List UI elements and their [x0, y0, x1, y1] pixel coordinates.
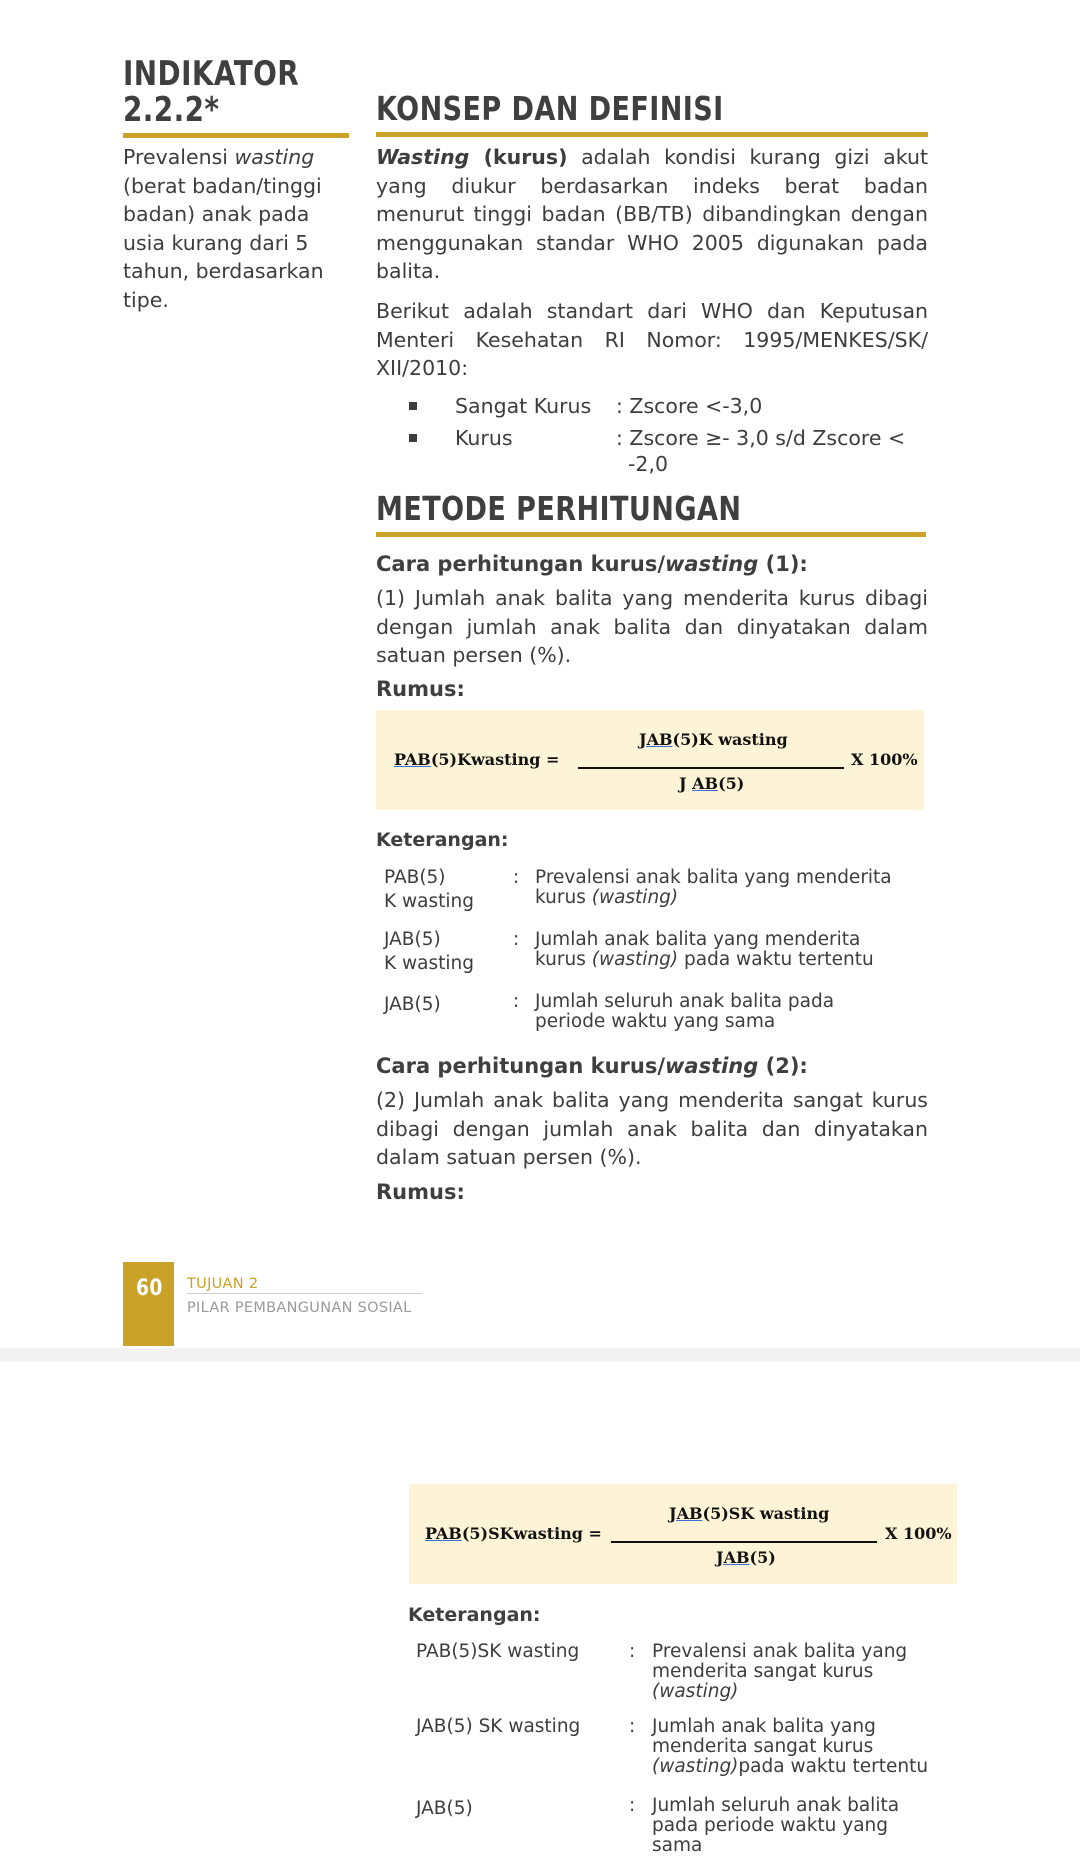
- metode-subheading-2: Cara perhitungan kurus/wasting (2):: [376, 1054, 808, 1078]
- keterangan-row: JAB(5) : Jumlah seluruh anak balita pada periode waktu yang sama: [384, 991, 835, 1032]
- indicator-description: Prevalensi wasting (berat badan/tinggi badan) anak pada usia kurang dari 5 tahun, berdasarkan tipe.: [123, 145, 324, 312]
- formula-1-numerator: JAB(5)K wasting: [639, 730, 788, 749]
- keterangan-row: JAB(5) : Jumlah seluruh anak balita pada periode waktu yang sama: [416, 1795, 900, 1856]
- keterangan-title-2: Keterangan:: [408, 1604, 541, 1626]
- formula-1-denominator: J AB(5): [679, 774, 745, 793]
- formula-box-2: [409, 1484, 957, 1584]
- konsep-paragraph-2: Berikut adalah standart dari WHO dan Keputusan Menteri Kesehatan RI Nomor: 1995/MENKES/SK/ XII/2010:: [376, 299, 928, 380]
- indicator-title: [123, 56, 299, 128]
- keterangan-row: JAB(5) K wasting : Jumlah anak balita yang menderita kurus (wasting) pada waktu tertentu: [384, 929, 874, 974]
- metode-heading: METODE PERHITUNGAN: [376, 489, 742, 528]
- formula-2-multiplier: X 100%: [885, 1524, 952, 1543]
- formula-2-lhs: PAB(5)SKwasting =: [425, 1524, 602, 1543]
- keterangan-title-1: Keterangan:: [376, 829, 509, 851]
- keterangan-row: PAB(5)SK wasting : Prevalensi anak balita yang menderita sangat kurus (wasting): [416, 1641, 908, 1702]
- bullet-square-icon: [409, 434, 417, 442]
- formula-2-denominator: JAB(5): [716, 1548, 776, 1567]
- page-number: 60: [136, 1276, 163, 1301]
- formula-1-lhs: PAB(5)Kwasting =: [394, 750, 560, 769]
- formula-1-multiplier: X 100%: [851, 750, 918, 769]
- formula-box-1: [376, 710, 924, 810]
- formula-2-fraction-line: [611, 1541, 877, 1543]
- indicator-title-line1: INDIKATOR: [123, 54, 300, 94]
- indicator-rule: [123, 133, 349, 138]
- indicator-title-line2: 2.2.2*: [123, 90, 220, 130]
- keterangan-row: JAB(5) SK wasting : Jumlah anak balita yang menderita sangat kurus (wasting)pada waktu tertentu: [416, 1716, 929, 1777]
- rumus-label-2: Rumus:: [376, 1180, 465, 1204]
- rumus-label-1: Rumus:: [376, 677, 465, 701]
- konsep-paragraph-1: Wasting (kurus) adalah kondisi kurang gizi akut yang diukur berdasarkan indeks berat badan menurut tinggi badan (BB/TB) dibandingkan dengan menggunakan standar WHO 2005 digunakan pada balita.: [376, 145, 928, 283]
- formula-1-fraction-line: [578, 767, 844, 769]
- footer-divider: [187, 1293, 422, 1294]
- list-item: Sangat Kurus : Zscore <-3,0: [376, 392, 936, 424]
- konsep-heading: KONSEP DAN DEFINISI: [376, 89, 724, 128]
- list-item: Kurus : Zscore ≥- 3,0 s/d Zscore < -2,0: [376, 424, 936, 480]
- formula-2-numerator: JAB(5)SK wasting: [669, 1504, 830, 1523]
- footer-section-subtitle: PILAR PEMBANGUNAN SOSIAL: [187, 1300, 412, 1316]
- bullet-square-icon: [409, 402, 417, 410]
- page-number-badge: [123, 1262, 174, 1346]
- page-separator: [0, 1348, 1080, 1362]
- metode-rule: [376, 532, 926, 537]
- metode-subheading-1: Cara perhitungan kurus/wasting (1):: [376, 552, 808, 576]
- keterangan-row: PAB(5) K wasting : Prevalensi anak balita yang menderita kurus (wasting): [384, 867, 892, 912]
- metode-paragraph-2: (2) Jumlah anak balita yang menderita sangat kurus dibagi dengan jumlah anak balita dan dinyatakan dalam satuan persen (%).: [376, 1088, 928, 1169]
- konsep-bullet-list: [376, 392, 936, 480]
- metode-paragraph-1: (1) Jumlah anak balita yang menderita kurus dibagi dengan jumlah anak balita dan dinyatakan dalam satuan persen (%).: [376, 586, 928, 667]
- footer-section-title: TUJUAN 2: [187, 1276, 259, 1292]
- konsep-rule: [376, 132, 928, 137]
